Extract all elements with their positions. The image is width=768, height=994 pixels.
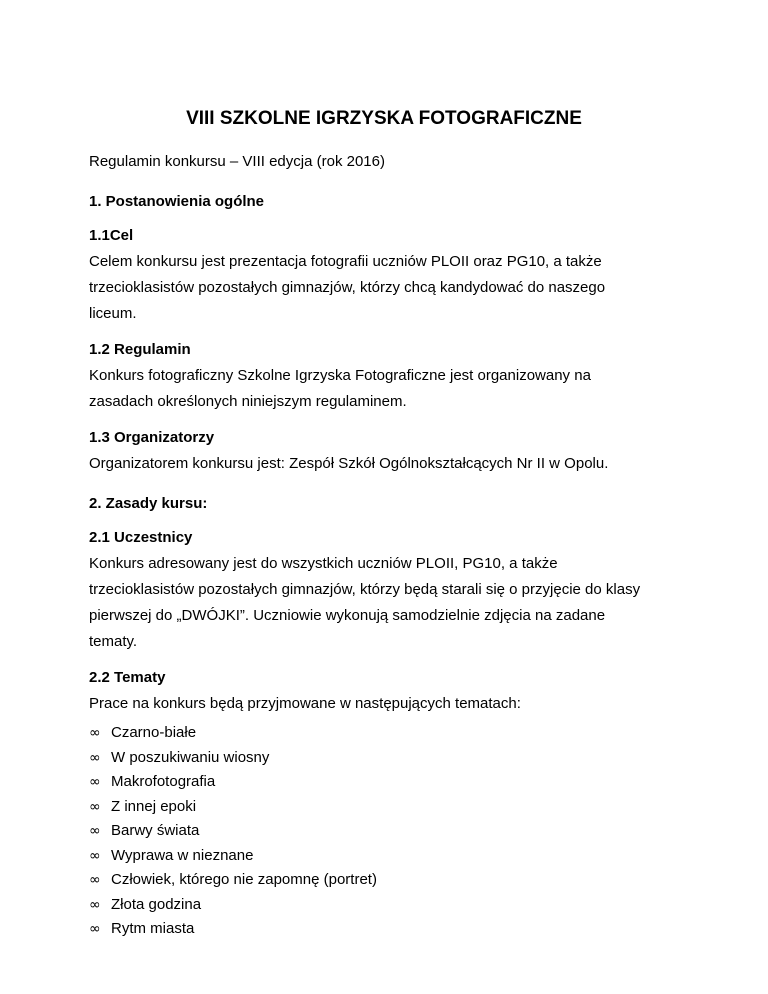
section-1-3-text: [89, 451, 680, 477]
infinity-bullet-icon: ∞: [89, 749, 101, 766]
topic-item: [89, 844, 680, 869]
topic-label: Rytm miasta: [111, 920, 195, 937]
text-line: Celem konkursu jest prezentacja fotografii uczniów PLOII oraz PG10, a także: [89, 253, 602, 270]
topic-label: Czarno-białe: [111, 724, 197, 741]
infinity-bullet-icon: ∞: [89, 725, 101, 741]
document-subtitle: Regulamin konkursu – VIII edycja (rok 2016): [89, 153, 385, 170]
section-1-1-heading: 1.1Cel: [89, 227, 134, 244]
section-1-2-text: [89, 363, 680, 415]
section-2-1-heading: 2.1 Uczestnicy: [89, 529, 193, 546]
text-line: trzecioklasistów pozostałych gimnazjów, którzy będą starali się o przyjęcie do klasy: [89, 581, 641, 598]
section-2-2-heading: 2.2 Tematy: [89, 669, 166, 686]
topic-label: W poszukiwaniu wiosny: [111, 748, 270, 766]
topic-label: Makrofotografia: [111, 773, 216, 790]
section-1-1-text: [89, 249, 680, 327]
text-line: pierwszej do „DWÓJKI”. Uczniowie wykonują samodzielnie zdjęcia na zadane: [89, 607, 606, 624]
topic-label: Człowiek, którego nie zapomnę (portret): [111, 871, 377, 888]
infinity-bullet-icon: ∞: [89, 798, 101, 815]
infinity-bullet-icon: ∞: [89, 921, 101, 937]
text-line: trzecioklasistów pozostałych gimnazjów, którzy chcą kandydować do naszego: [89, 279, 606, 296]
section-1-2-heading: 1.2 Regulamin: [89, 341, 191, 358]
text-line: Konkurs fotograficzny Szkolne Igrzyska Fotograficzne jest organizowany na: [89, 367, 591, 384]
section-1-3-heading: 1.3 Organizatorzy: [89, 429, 215, 446]
text-line: Organizatorem konkursu jest: Zespół Szkół Ogólnokształcących Nr II w Opolu.: [89, 455, 609, 472]
text-line: zasadach określonych niniejszym regulaminem.: [89, 393, 407, 410]
topic-item: [89, 868, 680, 893]
infinity-bullet-icon: ∞: [89, 774, 101, 790]
text-line: tematy.: [89, 633, 138, 650]
infinity-bullet-icon: ∞: [89, 823, 101, 839]
topic-item: [89, 893, 680, 918]
text-line: Konkurs adresowany jest do wszystkich uczniów PLOII, PG10, a także: [89, 555, 558, 572]
document-body: [89, 149, 680, 942]
topic-item: [89, 770, 680, 795]
infinity-bullet-icon: ∞: [89, 872, 101, 888]
infinity-bullet-icon: ∞: [89, 847, 101, 864]
topic-item: [89, 746, 680, 771]
topic-item: [89, 795, 680, 820]
topic-item: [89, 721, 680, 746]
topic-label: Złota godzina: [111, 895, 202, 913]
topic-label: Wyprawa w nieznane: [111, 846, 254, 864]
text-line: liceum.: [89, 305, 137, 322]
section-2-heading: 2. Zasady kursu:: [89, 495, 208, 512]
topic-label: Z innej epoki: [111, 797, 197, 815]
topic-item: [89, 819, 680, 844]
topics-list: [89, 721, 680, 942]
topic-item: [89, 917, 680, 942]
section-1-heading: 1. Postanowienia ogólne: [89, 193, 265, 210]
document-title: VIII SZKOLNE IGRZYSKA FOTOGRAFICZNE: [186, 108, 582, 129]
section-2-1-text: [89, 551, 680, 655]
topic-label: Barwy świata: [111, 822, 200, 839]
infinity-bullet-icon: ∞: [89, 896, 101, 913]
section-2-2-intro: Prace na konkurs będą przyjmowane w następujących tematach:: [89, 695, 521, 712]
